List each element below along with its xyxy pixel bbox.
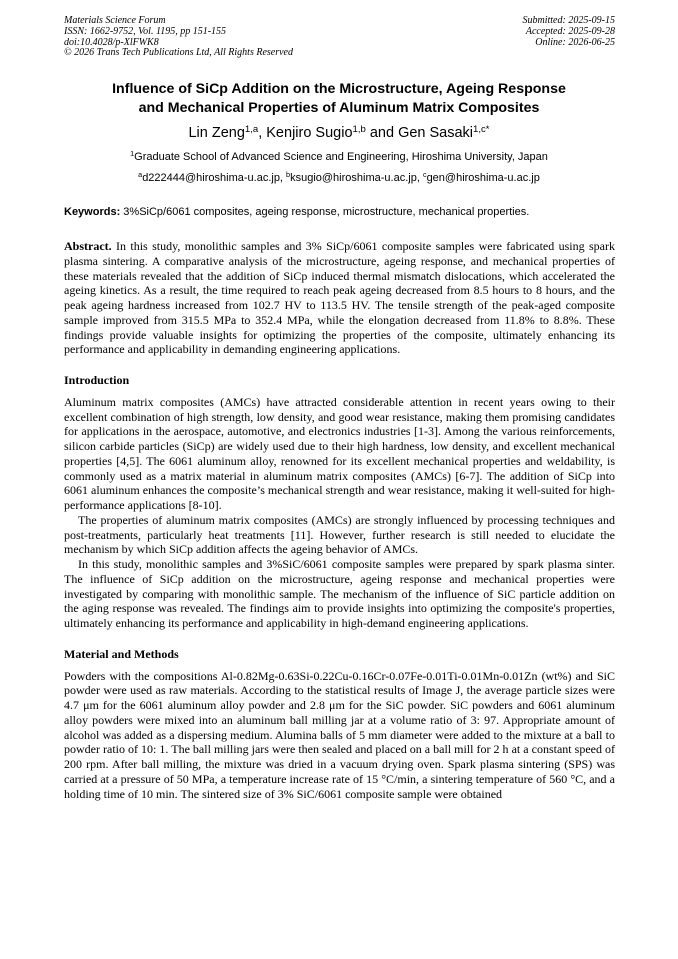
issn-line: ISSN: 1662-9752, Vol. 1195, pp 151-155 [64, 25, 227, 37]
dates-header [523, 16, 616, 48]
email-link[interactable]: ksugio@hiroshima-u.ac.jp, [290, 172, 423, 184]
paper-title [64, 80, 614, 118]
online-date: Online: 2026-06-25 [535, 36, 615, 48]
section-heading: Introduction [64, 373, 130, 387]
paragraph: The properties of aluminum matrix composites (AMCs) are strongly influenced by processing techniques and post-treatments, particularly heat treatments [11]. However, further research is still needed to elucidate the mechanism by which SiCp addition affects the ageing behavior of AMCs. [64, 512, 615, 557]
affiliation [64, 150, 614, 164]
author-name: Gen Sasaki [398, 125, 474, 141]
email-superscript: c [422, 170, 427, 180]
affiliation-superscript: 1 [130, 149, 135, 159]
keywords-label: Keywords: [64, 206, 121, 218]
doi-line[interactable]: doi:10.4028/p-XlFWK8 [64, 36, 159, 48]
abstract [64, 239, 615, 357]
author-list [64, 123, 614, 143]
section-heading: Material and Methods [64, 646, 179, 661]
email-superscript: b [286, 170, 291, 180]
title-line-1: Influence of SiCp Addition on the Microstructure, Ageing Response [112, 81, 566, 97]
email-superscript: a [138, 170, 143, 180]
email-link[interactable]: gen@hiroshima-u.ac.jp [426, 172, 540, 184]
abstract-text: In this study, monolithic samples and 3% SiCp/6061 composite samples were fabricated using spark plasma sintering. A comparative analysis of the microstructure, ageing response, and mechanical properties of these materials revealed that the addition of SiCp induced thermal mismatch dislocations, which accelerated the ageing kinetics. As a result, the time required to reach peak ageing decreased from 8.5 hours to 8 hours, and the peak ageing hardness increased from 102.7 HV to 113.5 HV. The tensile strength of the peak-aged composite sample improved from 315.5 MPa to 352.4 MPa, while the elongation decreased from 11.8% to 8.8%. These findings provide valuable insights for optimizing the properties of the composite, ultimately enhancing its performance and applicability in demanding engineering applications. [64, 239, 615, 357]
author-name: Kenjiro Sugio [266, 125, 353, 141]
copyright-line: © 2026 Trans Tech Publications Ltd, All Rights Reserved [64, 47, 293, 59]
paragraph: Powders with the compositions Al-0.82Mg-0.63Si-0.22Cu-0.16Cr-0.07Fe-0.01Ti-0.01Mn-0.01Zn (wt%) and SiC powder were used as raw materials. According to the statistical results of Image J, the average particle sizes were 4.7 μm for the 6061 aluminum alloy powder and 2.8 μm for the SiC powder. SiC powders and 6061 aluminum alloy powders were mixed into an aluminum ball milling jar at a volume ratio of 3: 97. Appropriate amount of alcohol was added as a dispersing medium. Alumina balls of 5 mm diameter were added to the mixture at a ball to powder ratio of 10: 1. The ball milling jars were then sealed and placed on a ball mill for 2 h at a constant speed of 200 rpm. After ball milling, the mixture was dried in a vacuum drying oven. Spark plasma sintering (SPS) was carried at a pressure of 50 MPa, a temperature increase rate of 15 °C/min, a sintering temperature of 560 °C, and a holding time of 10 min. The sintered size of 3% SiC/6061 composite sample were obtained [64, 668, 615, 801]
affiliation-text: Graduate School of Advanced Science and Engineering, Hiroshima University, Japan [134, 151, 548, 163]
keywords-text: 3%SiCp/6061 composites, ageing response, microstructure, mechanical properties. [120, 206, 530, 218]
author-superscript: 1,a [244, 123, 259, 135]
email-link[interactable]: d222444@hiroshima-u.ac.jp, [142, 172, 287, 184]
accepted-date: Accepted: 2025-09-28 [525, 25, 615, 37]
paragraph: In this study, monolithic samples and 3%SiC/6061 composite samples were prepared by spark plasma sinter. The influence of SiCp addition on the microstructure, ageing response and mechanical properties were investigated by comparing with monolithic sample. The mechanism of the influence of SiC particle addition on the aging response was revealed. The findings aim to provide insights into optimizing the composite's properties, ultimately enhancing its performance and applicability in high-demand engineering applications. [64, 557, 615, 630]
journal-name: Materials Science Forum [64, 15, 166, 26]
journal-header [64, 16, 293, 59]
author-name: Lin Zeng [188, 125, 245, 141]
author-superscript: 1,c* [473, 123, 490, 135]
author-separator: , [258, 125, 267, 141]
abstract-label: Abstract. [64, 239, 112, 253]
author-emails [64, 171, 614, 185]
title-line-2: and Mechanical Properties of Aluminum Matrix Composites [138, 100, 540, 116]
paper-body [64, 239, 615, 801]
author-superscript: 1,b [352, 123, 366, 135]
paragraph: Aluminum matrix composites (AMCs) have attracted considerable attention in recent years owing to their excellent combination of high strength, low density, and good wear resistance, making them promising candidates for applications in the aerospace, automotive, and electronics industries [1-3]. Among the various reinforcements, silicon carbide particles (SiCp) are widely used due to their high hardness, low density, and excellent mechanical properties [4,5]. The 6061 aluminum alloy, renowned for its excellent mechanical properties and weldability, is commonly used as a matrix material in aluminum matrix composites (AMCs) [6-7]. The addition of SiCp into 6061 aluminum enhances the composite’s mechanical strength and wear resistance, making it well-suited for high-performance applications [8-10]. [64, 394, 615, 512]
submitted-date: Submitted: 2025-09-15 [522, 15, 615, 26]
keywords [64, 205, 614, 219]
author-separator: and [365, 125, 399, 141]
